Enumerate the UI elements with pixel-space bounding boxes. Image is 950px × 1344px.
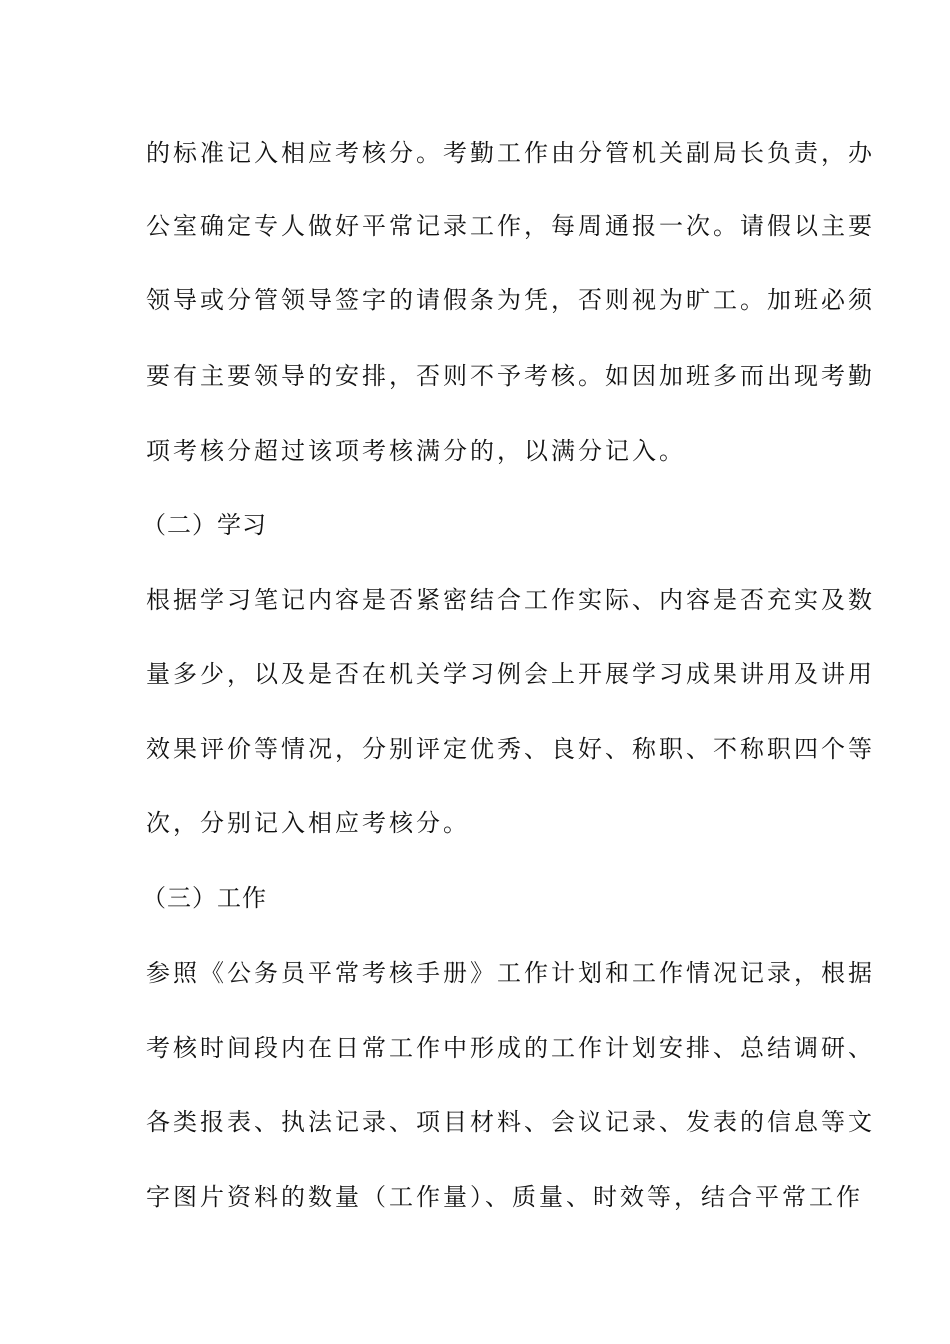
paragraph-line: 效果评价等情况，分别评定优秀、良好、称职、不称职四个等	[146, 735, 875, 763]
paragraph-line: 考核时间段内在日常工作中形成的工作计划安排、总结调研、	[146, 1034, 875, 1062]
paragraph-line: 各类报表、执法记录、项目材料、会议记录、发表的信息等文	[146, 1108, 875, 1136]
section-heading-study: （二）学习	[142, 511, 267, 539]
paragraph-line: 领导或分管领导签字的请假条为凭，否则视为旷工。加班必须	[146, 286, 875, 314]
paragraph-line: 根据学习笔记内容是否紧密结合工作实际、内容是否充实及数	[146, 586, 875, 614]
paragraph-line: 字图片资料的数量（工作量）、质量、时效等，结合平常工作	[146, 1183, 863, 1211]
paragraph-line: 量多少，以及是否在机关学习例会上开展学习成果讲用及讲用	[146, 660, 875, 688]
section-heading-work: （三）工作	[142, 884, 267, 912]
paragraph-line: 项考核分超过该项考核满分的，以满分记入。	[146, 437, 686, 465]
paragraph-line: 要有主要领导的安排，否则不予考核。如因加班多而出现考勤	[146, 362, 875, 390]
paragraph-line: 的标准记入相应考核分。考勤工作由分管机关副局长负责，办	[146, 139, 875, 167]
paragraph-line: 参照《公务员平常考核手册》工作计划和工作情况记录，根据	[146, 959, 875, 987]
paragraph-line: 公室确定专人做好平常记录工作，每周通报一次。请假以主要	[146, 212, 875, 240]
paragraph-line: 次，分别记入相应考核分。	[146, 809, 470, 837]
